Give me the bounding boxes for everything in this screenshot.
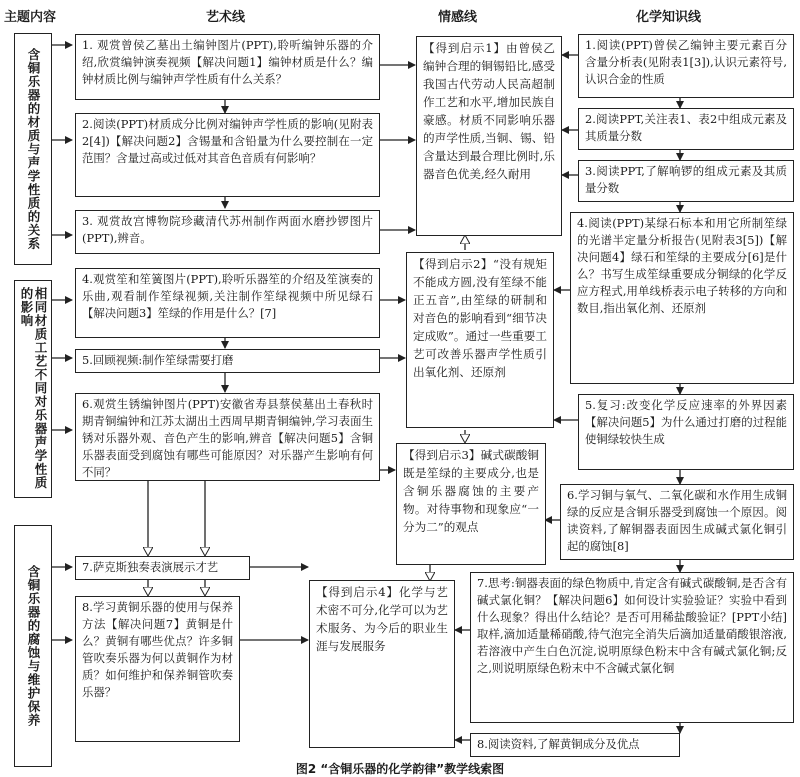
chem-step-7: 7.思考:铜器表面的绿色物质中,肯定含有碱式碳酸铜,是否含有碱式氯化铜？【解决问题6】如何设计实验验证？实验中看到什么现象？得出什么结论？是否可用稀盐酸验证？[PPT小结]取样,滴加适量稀硝酸,待气泡完全消失后滴加适量硝酸银溶液,若溶液中产生白色沉淀,说明原绿色粉末中含有碱式氯化铜;反之,则说明原绿色粉末中不含碱式氯化铜 bbox=[470, 572, 794, 723]
art-step-5: 5.回顾视频:制作笙绿需要打磨 bbox=[75, 349, 380, 373]
chem-step-3: 3.阅读PPT,了解响锣的组成元素及其质量分数 bbox=[578, 160, 794, 202]
chem-step-4: 4.阅读(PPT)某绿石标本和用它所制笙绿的光谱半定量分析报告(见附表3[5])【解决问题4】绿石和笙绿的主要成分[6]是什么？书写生成笙绿重要成分铜绿的化学反应方程式,用单线桥表示电子转移的方向和数目,指出氧化剂、还原剂 bbox=[570, 212, 794, 384]
header-chem: 化学知识线 bbox=[636, 10, 702, 25]
chem-step-8: 8.阅读资料,了解黄铜成分及优点 bbox=[470, 733, 680, 757]
art-step-4: 4.观赏笙和笙簧图片(PPT),聆听乐器笙的介绍及笙演奏的乐曲,观看制作笙绿视频,关注制作笙绿视频中所见绿石【解决问题3】笙绿的作用是什么？[7] bbox=[75, 268, 380, 338]
chem-step-6: 6.学习铜与氧气、二氧化碳和水作用生成铜绿的反应是含铜乐器受到腐蚀一个原因。阅读资料,了解铜器表面因生成碱式氯化铜引起的腐蚀[8] bbox=[560, 484, 794, 560]
theme-craft-acoustics: 相同材质工艺不同对乐器声学性质的影响 bbox=[14, 280, 52, 498]
theme-material-acoustics: 含铜乐器的材质与声学性质的关系 bbox=[14, 33, 52, 265]
inspiration-3: 【得到启示3】碱式碳酸铜既是笙绿的主要成分,也是含铜乐器腐蚀的主要产物。对待事物和现象应“一分为二”的观点 bbox=[396, 443, 546, 565]
art-step-2: 2.阅读(PPT)材质成分比例对编钟声学性质的影响(见附表2[4])【解决问题2】含锡量和含铅量为什么要控制在一定范围？含量过高或过低对其音色音质有何影响？ bbox=[75, 113, 380, 197]
header-emotion: 情感线 bbox=[438, 10, 478, 25]
art-step-6: 6.观赏生锈编钟图片(PPT)安徽省寿县蔡侯墓出土春秋时期青铜编钟和江苏太湖出土西周早期青铜编钟,学习表面生锈对乐器外观、音色产生的影响,辨音【解决问题5】含铜乐器表面受到腐蚀有哪些可能原因？对乐器产生影响有何不同？ bbox=[75, 393, 380, 481]
art-step-7: 7.萨克斯独奏表演展示才艺 bbox=[75, 556, 250, 580]
theme-corrosion-maintenance: 含铜乐器的腐蚀与维护保养 bbox=[14, 525, 52, 767]
inspiration-2: 【得到启示2】“没有规矩不能成方圆,没有笙绿不能正五音”,由笙绿的研制和对音色的影响看到“细节决定成败”。通过一些重要工艺可改善乐器声学性质引出氧化剂、还原剂 bbox=[406, 252, 554, 428]
header-art: 艺术线 bbox=[206, 10, 246, 25]
inspiration-1: 【得到启示1】由曾侯乙编钟合理的铜锡铅比,感受我国古代劳动人民高超制作工艺和水平,增加民族自豪感。材质不同影响乐器的声学性质,当铜、锡、铅含量达到最合理比例时,乐器音色优美,经久耐用 bbox=[416, 36, 562, 236]
header-theme: 主题内容 bbox=[4, 10, 57, 25]
chem-step-5: 5.复习:改变化学反应速率的外界因素【解决问题5】为什么通过打磨的过程能使铜绿较快生成 bbox=[578, 394, 794, 470]
chem-step-2: 2.阅读PPT,关注表1、表2中组成元素及其质量分数 bbox=[578, 108, 794, 150]
art-step-3: 3. 观赏故宫博物院珍藏清代苏州制作两面水磨抄锣图片(PPT),辨音。 bbox=[75, 210, 380, 254]
figure-caption: 图2 “含铜乐器的化学韵律”教学线索图 bbox=[295, 762, 505, 776]
art-step-8: 8.学习黄铜乐器的使用与保养方法【解决问题7】黄铜是什么？黄铜有哪些优点？许多铜管吹奏乐器为何以黄铜作为材质？如何维护和保养铜管吹奏乐器？ bbox=[75, 596, 240, 742]
inspiration-4: 【得到启示4】化学与艺术密不可分,化学可以为艺术服务、为今后的职业生涯与发展服务 bbox=[309, 580, 455, 748]
chem-step-1: 1.阅读(PPT)曾侯乙编钟主要元素百分含量分析表(见附表1[3]),认识元素符号,认识合金的性质 bbox=[578, 34, 794, 98]
art-step-1: 1. 观赏曾侯乙墓出土编钟图片(PPT),聆听编钟乐器的介绍,欣赏编钟演奏视频【解决问题1】编钟材质是什么？编钟材质比例与编钟声学性质有什么关系？ bbox=[75, 34, 380, 100]
